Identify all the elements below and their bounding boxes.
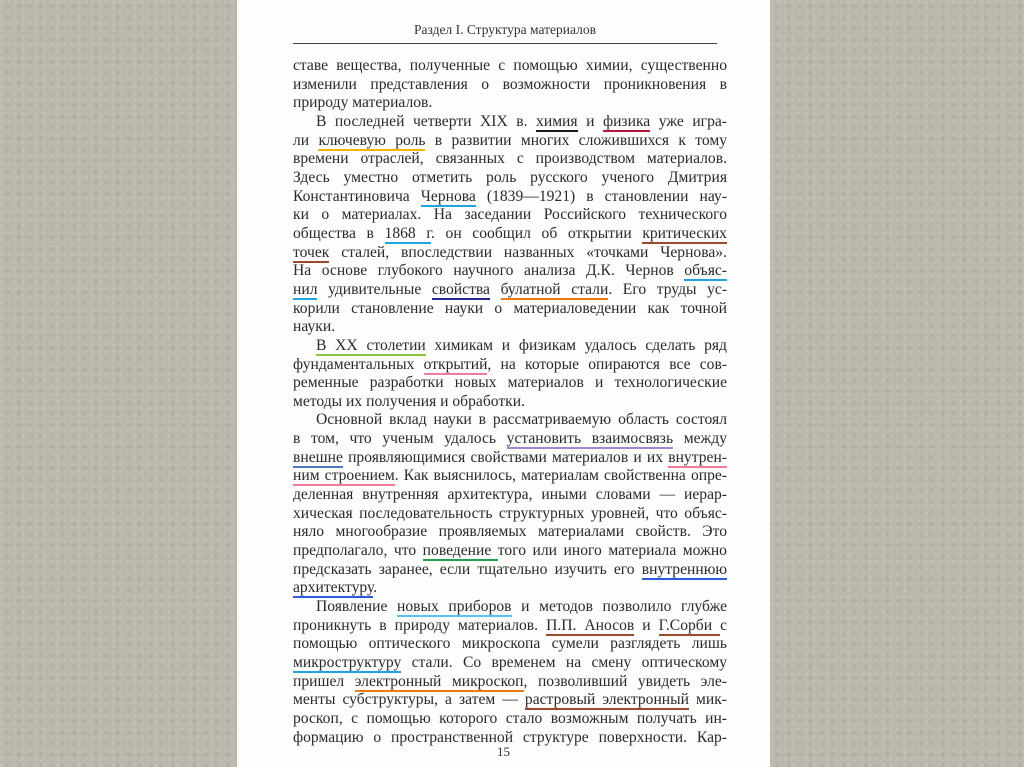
text-run: роскоп, с помощью которого стало возможным получать ин- — [293, 709, 727, 727]
text-line — [293, 356, 727, 375]
text-line — [293, 374, 727, 393]
text-run: хическая последовательность структурных уровней, что объяс- — [293, 504, 727, 522]
text-run: няло многообразие проявляемых материалами свойств. Это — [293, 523, 727, 541]
text-line — [293, 542, 727, 561]
text-run: в том, что ученым удалось — [293, 430, 507, 448]
highlighted-phrase: ним строением — [293, 467, 395, 485]
running-header: Раздел I. Структура материалов — [414, 22, 596, 37]
text-line — [293, 654, 727, 673]
text-run: помощью оптического микроскопа сумели разглядеть лишь — [293, 635, 727, 653]
text-run: мик- — [688, 691, 728, 709]
text-line — [293, 673, 727, 692]
text-run: . Как выяснилось, материалам свойственна опре- — [394, 467, 727, 485]
text-run: , позволивший увидеть эле- — [523, 672, 727, 690]
text-line — [293, 225, 727, 244]
text-line — [293, 467, 727, 486]
text-run: Основной вклад науки в рассматриваемую область состоял — [316, 411, 727, 429]
highlighted-phrase: точек — [293, 243, 330, 261]
highlighted-phrase: булатной стали — [500, 280, 609, 298]
text-run: . — [373, 579, 378, 597]
highlighted-phrase: внутрен- — [668, 448, 727, 466]
text-run: В последней четверти XIX в. — [316, 112, 537, 130]
text-line — [293, 300, 727, 319]
text-run: . Его труды ус- — [608, 280, 728, 298]
highlighted-phrase: химия — [536, 112, 578, 130]
text-run: деленная внутренняя архитектура, иными словами — иерар- — [293, 486, 727, 504]
highlighted-phrase: электронный микроскоп — [354, 672, 524, 690]
text-run: уже игра- — [650, 112, 727, 130]
text-run: удивительные — [317, 280, 432, 298]
text-line — [293, 579, 727, 598]
text-run: формацию о пространственной структуре поверхности. Кар- — [293, 728, 727, 746]
highlighted-phrase: Г.Сорби — [658, 616, 721, 634]
text-run: сталей, впоследствии названных «точками Чернова». — [329, 243, 727, 261]
highlighted-phrase: П.П. Аносов — [546, 616, 635, 634]
text-run: предполагало, что — [293, 542, 423, 560]
text-run: Появление — [316, 598, 397, 616]
text-run: ставе вещества, полученные с помощью химии, существенно — [293, 57, 727, 74]
text-line — [293, 691, 727, 710]
text-run: и методов позволило глубже — [511, 598, 727, 616]
text-run: фундаментальных — [293, 355, 424, 373]
text-run: проникнуть в природу материалов. — [293, 616, 547, 634]
text-line — [293, 113, 727, 132]
highlighted-phrase: микроструктуру — [293, 654, 402, 671]
text-run: и — [577, 112, 603, 130]
text-line — [293, 76, 727, 95]
highlighted-phrase: архитектуру — [293, 579, 374, 597]
text-run: (1839—1921) в становлении нау- — [475, 187, 727, 205]
text-run: предсказать заранее, если тщательно изучить его — [293, 560, 642, 578]
text-run: в развитии многих сложившихся к тому — [425, 131, 728, 149]
text-line — [293, 318, 727, 337]
highlighted-phrase: свойства — [431, 280, 490, 298]
text-run: общества в — [293, 224, 385, 242]
text-run: ременные разработки новых материалов и технологические — [293, 374, 727, 392]
highlighted-phrase: ключевую роль — [318, 131, 426, 149]
text-run: изменили представления о возможности проникновения в — [293, 75, 727, 93]
highlighted-phrase: Чернова — [420, 187, 476, 205]
text-run: стали. Со временем на смену оптическому — [401, 654, 727, 671]
text-run: На основе глубокого научного анализа Д.К. Чернов — [293, 262, 685, 280]
text-line — [293, 94, 727, 113]
text-run: корили становление науки о материаловедении как точной — [293, 299, 727, 317]
text-run: проявляющимися свойствами материалов и их — [342, 448, 669, 466]
text-line — [293, 635, 727, 654]
text-run: , на которые опираются все сов- — [487, 355, 727, 373]
highlighted-phrase: внутреннюю — [641, 560, 727, 578]
text-run: между — [673, 430, 727, 448]
text-line — [293, 617, 727, 636]
text-line — [293, 337, 727, 356]
highlighted-phrase: поведение — [422, 542, 498, 560]
highlighted-phrase: открытий — [423, 355, 488, 373]
text-line — [293, 449, 727, 468]
text-run: времени отраслей, связанных с производством материалов. — [293, 150, 727, 168]
text-line — [293, 206, 727, 225]
text-line — [293, 150, 727, 169]
text-line — [293, 262, 727, 281]
text-run: пришел — [293, 672, 355, 690]
highlighted-phrase: новых приборов — [397, 598, 512, 616]
highlighted-phrase: объяс- — [684, 262, 727, 280]
text-line — [293, 393, 727, 412]
text-line — [293, 505, 727, 524]
book-page — [237, 0, 770, 767]
text-line — [293, 281, 727, 300]
highlighted-phrase: растровый электронный — [524, 691, 689, 709]
text-run: Константиновича — [293, 187, 421, 205]
text-line — [293, 598, 727, 617]
text-run: того или иного материала можно — [497, 542, 727, 560]
highlighted-phrase: установить взаимосвязь — [506, 430, 674, 448]
text-line — [293, 411, 727, 430]
text-line — [293, 523, 727, 542]
text-run: природу материалов. — [293, 94, 433, 112]
highlighted-phrase: физика — [602, 112, 651, 130]
text-run: Здесь уместно отметить роль русского ученого Дмитрия — [293, 168, 727, 186]
highlighted-phrase: нил — [293, 280, 318, 298]
text-line — [293, 244, 727, 263]
text-run: ли — [293, 131, 319, 149]
text-line — [293, 561, 727, 580]
text-line — [293, 710, 727, 729]
text-line — [293, 430, 727, 449]
text-line — [293, 188, 727, 207]
text-line — [293, 169, 727, 188]
text-line — [293, 132, 727, 151]
text-run: с — [720, 616, 727, 634]
highlighted-phrase: В XX столетии — [316, 336, 426, 354]
text-run: и — [634, 616, 659, 634]
highlighted-phrase: 1868 г — [384, 224, 431, 242]
text-run: ки о материалах. На заседании Российского технического — [293, 206, 727, 224]
page-number: 15 — [497, 744, 510, 759]
text-run: . он сообщил об открытии — [430, 224, 643, 242]
header-rule — [293, 43, 717, 44]
text-run: методы их получения и обработки. — [293, 392, 525, 410]
highlighted-phrase: критических — [642, 224, 727, 242]
text-run: химикам и физикам удалось сделать ряд — [425, 336, 727, 354]
text-line — [293, 57, 727, 76]
text-run: менты субструктуры, а затем — — [293, 691, 525, 709]
highlighted-phrase: внешне — [293, 448, 343, 466]
text-run: науки. — [293, 318, 336, 336]
text-line — [293, 486, 727, 505]
page-body-text — [293, 57, 727, 747]
text-run — [490, 281, 501, 298]
